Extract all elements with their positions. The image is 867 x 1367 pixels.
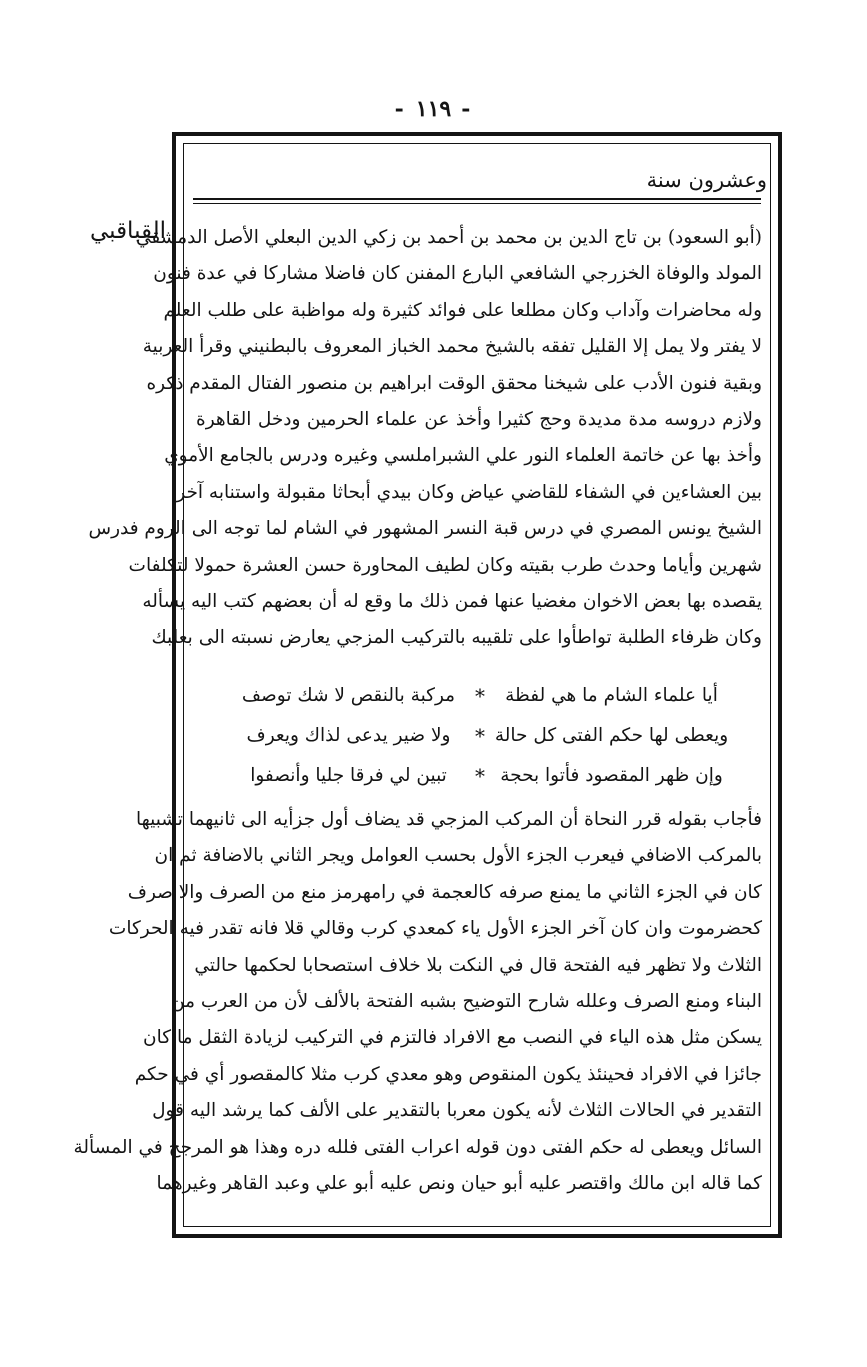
page-number: [0, 96, 867, 122]
text-line: المولد والوفاة الخزرجي الشافعي البارع المفنن كان فاضلا مشاركا في عدة فنون: [153, 263, 762, 285]
text-line: وأخذ بها عن خاتمة العلماء النور علي الشبراملسي وغيره ودرس بالجامع الأموي: [164, 445, 762, 467]
page-number-value: ١١٩: [415, 96, 452, 122]
text-line: فأجاب بقوله قرر النحاة أن المركب المزجي قد يضاف أول جزأيه الى ثانيهما تشبيها: [135, 809, 762, 830]
page-number-dash-left: -: [394, 96, 406, 122]
poem-hemistich-second: مركبة بالنقص لا شك توصف: [241, 685, 456, 706]
margin-note: القباقبي: [89, 218, 167, 244]
text-line: وبقية فنون الأدب على شيخنا محقق الوقت ابراهيم بن منصور الفتال المقدم ذكره: [146, 372, 762, 394]
text-line: بين العشاءين في الشفاء للقاضي عياض وكان بيدي أبحاثا مقبولة واستنابه آخرا: [171, 481, 762, 503]
poem-verse: [230, 676, 730, 716]
heading-rule-thin: [193, 203, 761, 204]
text-line: شهرين وأياما وحدث طرب بقيته وكان لطيف المحاورة حسن العشرة حمولا لتكلفات: [128, 554, 762, 576]
answer-paragraph: [73, 802, 762, 1202]
text-line: وله محاضرات وآداب وكان مطلعا على فوائد كثيرة وله مواظبة على طلب العلم: [163, 299, 762, 321]
poem-hemistich-second: ولا ضير يدعى لذاك ويعرف: [246, 725, 451, 746]
text-line: يسكن مثل هذه الياء في النصب مع الافراد فالتزم في التركيب لزيادة الثقل ما كان: [143, 1027, 762, 1049]
text-line: كما قاله ابن مالك واقتصر عليه أبو حيان ونص عليه أبو علي وعبد القاهر وغيرهما: [156, 1172, 762, 1194]
poem-verse: [230, 716, 730, 756]
text-line: لا يفتر ولا يمل إلا القليل تفقه بالشيخ محمد الخباز المعروف بالبطنيني وقرأ العربية: [142, 336, 762, 358]
page-number-dash-right: -: [461, 96, 473, 122]
verse-separator-star: *: [475, 724, 485, 748]
text-line: (أبو السعود) بن تاج الدين بن محمد بن أحمد بن زكي الدين البعلي الأصل الدمشقي: [135, 227, 762, 248]
text-line: ولازم دروسه مدة مديدة وحج كثيرا وأخذ عن علماء الحرمين ودخل القاهرة: [196, 408, 762, 430]
text-line: التقدير في الحالات الثلاث لأنه يكون معربا بالتقدير على الألف كما يرشد اليه قول: [152, 1100, 762, 1122]
text-line: يقصده بها بعض الاخوان مغضيا عنها فمن ذلك ما وقع له أن بعضهم كتب اليه يسأله: [142, 590, 762, 612]
poem-hemistich-first: أيا علماء الشام ما هي لفظة: [505, 685, 718, 706]
poem-hemistich-second: تبين لي فرقا جليا وأنصفوا: [250, 765, 447, 786]
poem-block: [230, 676, 730, 796]
heading-rule-thick: [193, 198, 761, 200]
heading-continuation: وعشرون سنة: [646, 168, 767, 192]
poem-verse: [230, 756, 730, 796]
text-line: كان في الجزء الثاني ما يمنع صرفه كالعجمة في رامهرمز منع من الصرف والا صرف: [127, 881, 762, 903]
poem-hemistich-first: وإن ظهر المقصود فأتوا بحجة: [500, 765, 723, 786]
poem-hemistich-first: ويعطى لها حكم الفتى كل حالة: [494, 725, 729, 746]
verse-separator-star: *: [475, 684, 485, 708]
text-line: وكان ظرفاء الطلبة تواطأوا على تلقيبه بالتركيب المزجي يعارض نسبته الى بعلبك: [151, 627, 762, 649]
text-line: السائل ويعطى له حكم الفتى دون قوله اعراب الفتى فلله دره وهذا هو المرجح في المسألة: [73, 1136, 762, 1158]
text-line: البناء ومنع الصرف وعلله شارح التوضيح بشبه الفتحة بالألف لأن من العرب من: [171, 990, 762, 1012]
verse-separator-star: *: [475, 764, 485, 788]
text-line: كحضرموت وان كان آخر الجزء الأول ياء كمعدي كرب وقالي قلا فانه تقدر فيه الحركات: [108, 918, 762, 940]
text-line: بالمركب الاضافي فيعرب الجزء الأول بحسب العوامل ويجر الثاني بالاضافة ثم ان: [154, 845, 762, 867]
text-line: الثلاث ولا تظهر فيه الفتحة قال في النكت بلا خلاف استصحابا لحكمها حالتي: [194, 954, 762, 976]
text-line: جائزا في الافراد فحينئذ يكون المنقوص وهو معدي كرب مثلا كالمقصور أي في حكم: [134, 1063, 762, 1085]
text-line: الشيخ يونس المصري في درس قبة النسر المشهور في الشام لما توجه الى الروم فدرس: [88, 518, 762, 540]
